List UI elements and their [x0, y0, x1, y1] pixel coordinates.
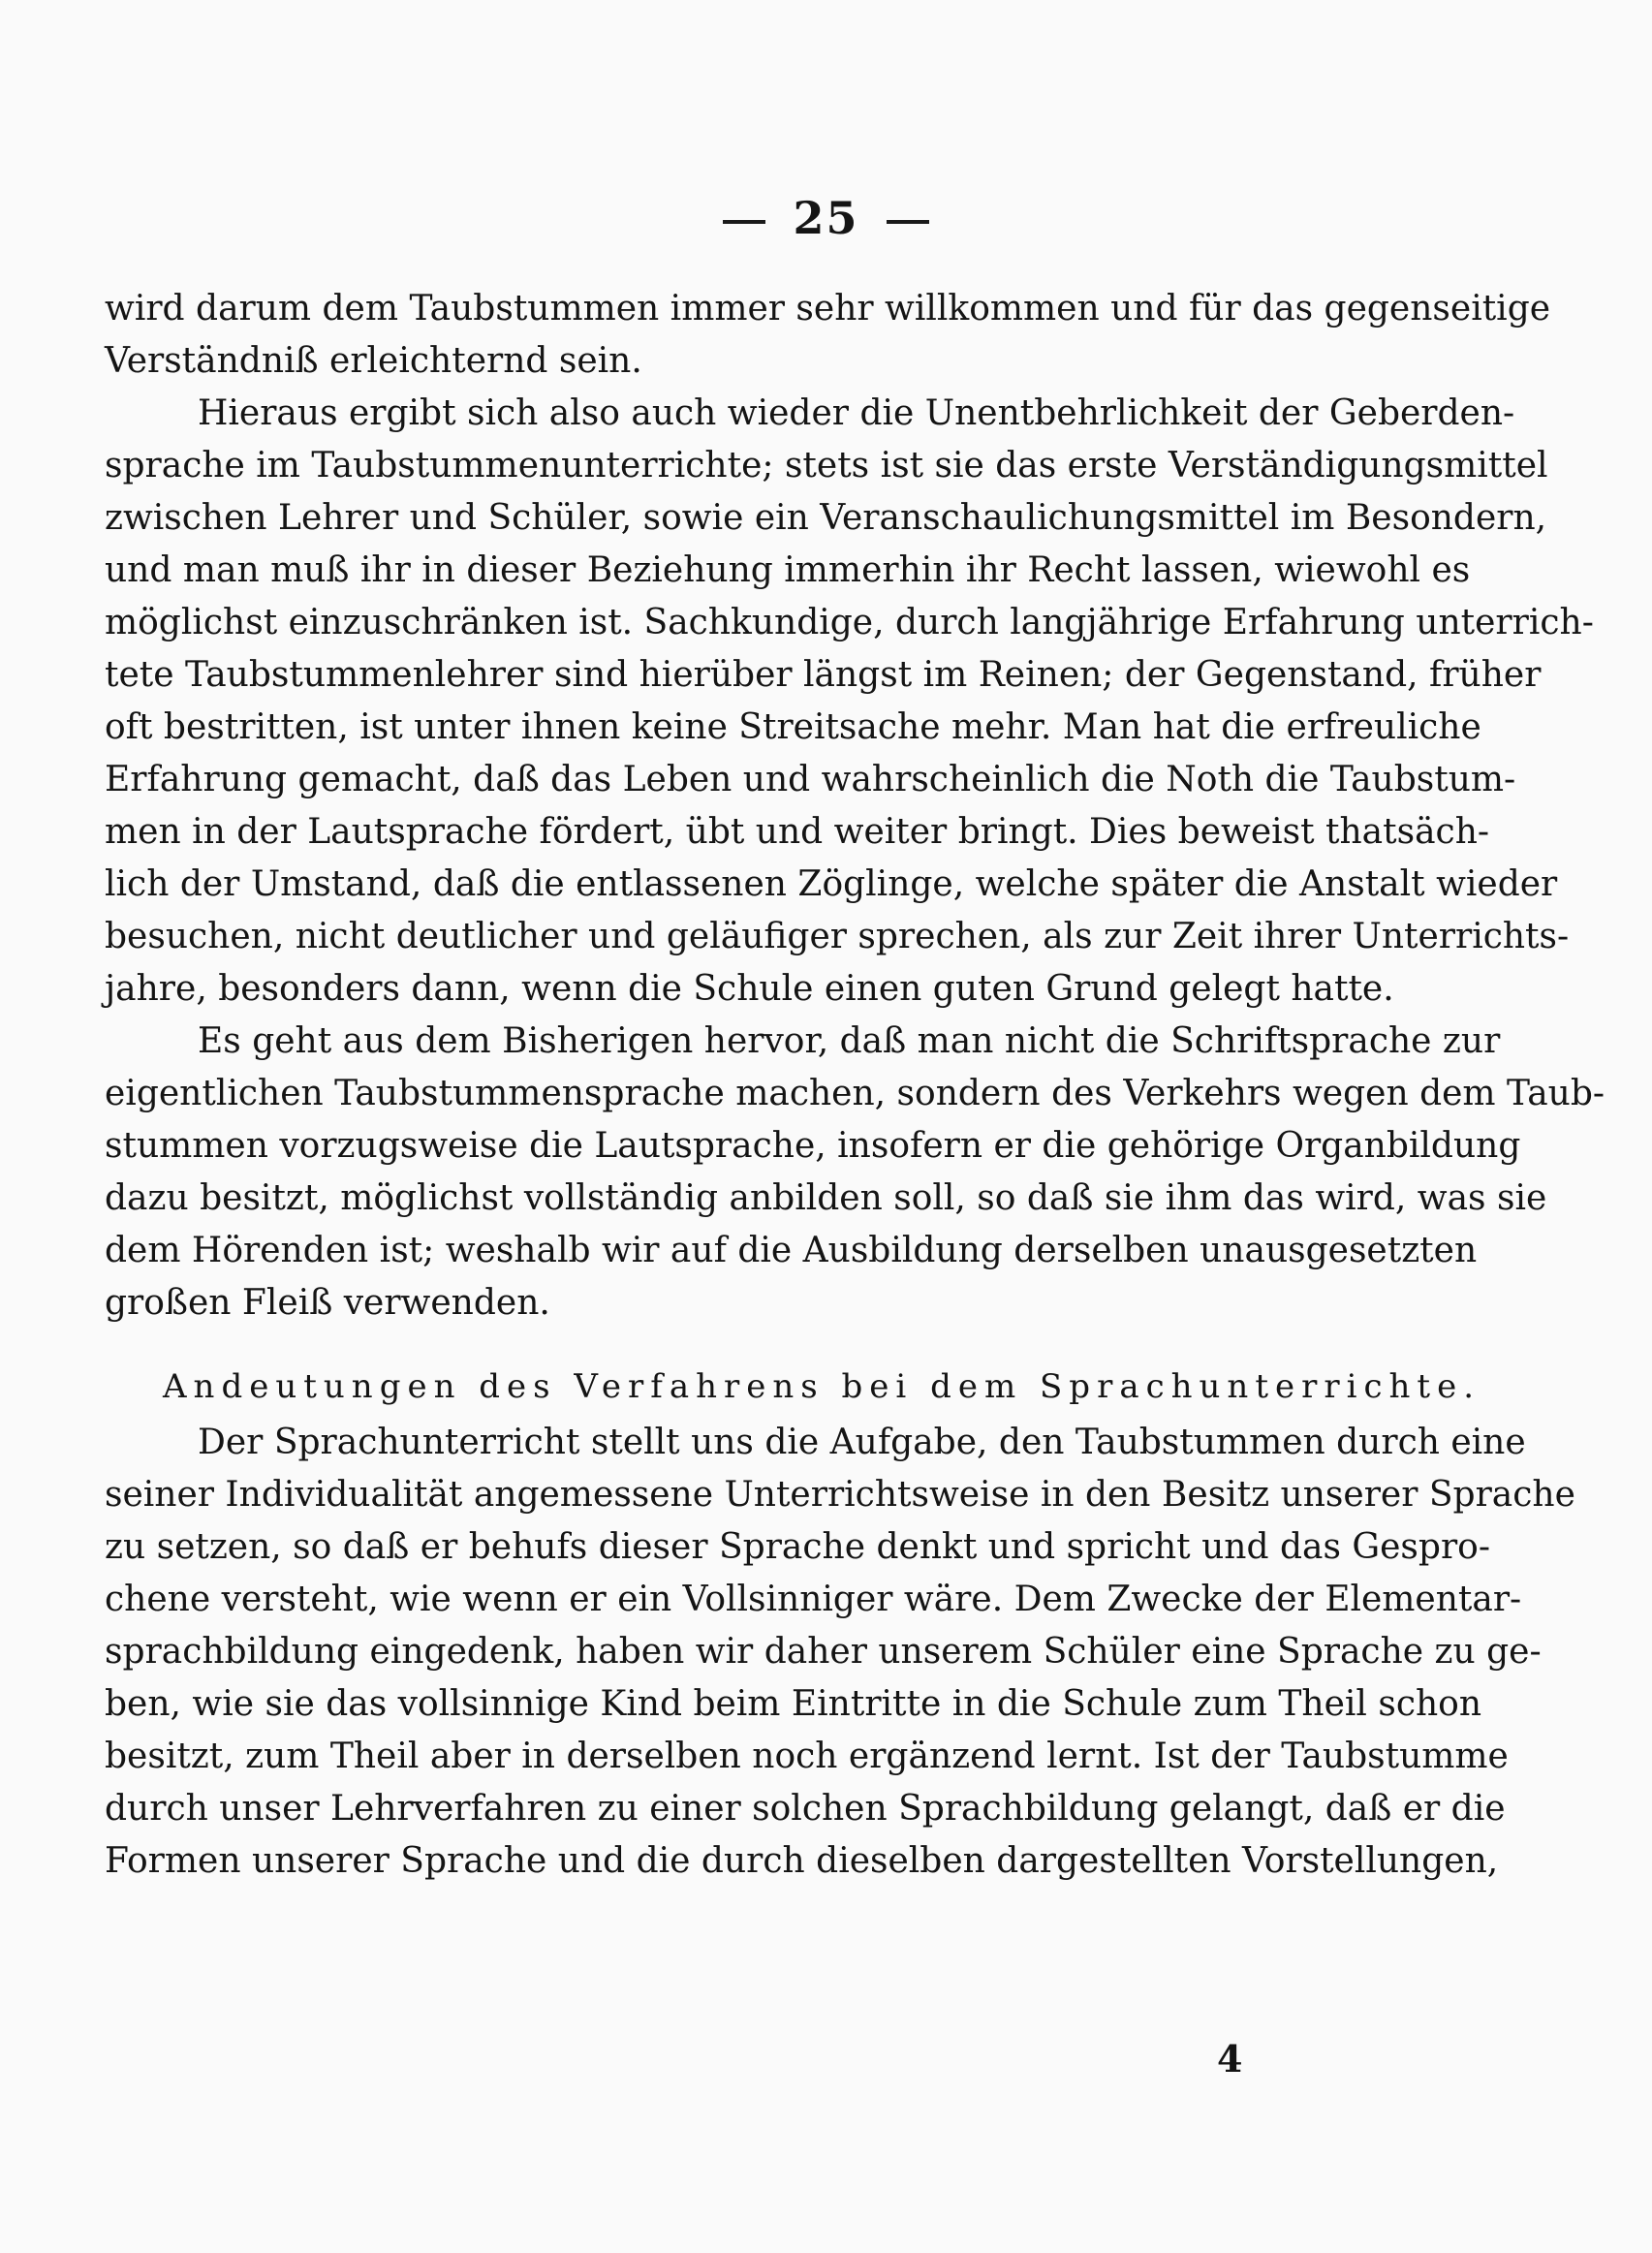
text-line: Verständniß erleichternd sein. [105, 341, 642, 381]
text-line: tete Taubstummenlehrer sind hierüber längst im Reinen; der Gegenstand, früher [105, 655, 1542, 695]
text-line: zu setzen, so daß er behufs dieser Sprache denkt und spricht und das Gespro- [105, 1527, 1490, 1567]
text-line: Formen unserer Sprache und die durch dieselben dargestellten Vorstellungen, [105, 1841, 1499, 1881]
text-line: dazu besitzt, möglichst vollständig anbilden soll, so daß sie ihm das wird, was sie [105, 1178, 1547, 1218]
text-line: jahre, besonders dann, wenn die Schule einen guten Grund gelegt hatte. [105, 969, 1394, 1009]
text-line: Es geht aus dem Bisherigen hervor, daß man nicht die Schriftsprache zur [198, 1021, 1501, 1061]
text-line: möglichst einzuschränken ist. Sachkundige, durch langjährige Erfahrung unterrich- [105, 603, 1594, 642]
text-line: Der Sprachunterricht stellt uns die Aufgabe, den Taubstummen durch eine [198, 1423, 1526, 1462]
text-line: men in der Lautsprache fördert, übt und weiter bringt. Dies beweist thatsäch- [105, 812, 1490, 852]
text-line: Hieraus ergibt sich also auch wieder die Unentbehrlichkeit der Geberden- [198, 393, 1515, 433]
section-heading: Andeutungen des Verfahrens bei dem Sprachunterrichte. [163, 1367, 1481, 1406]
text-line: großen Fleiß verwenden. [105, 1283, 550, 1323]
text-line: besuchen, nicht deutlicher und geläufiger sprechen, als zur Zeit ihrer Unterrichts- [105, 917, 1570, 956]
text-line: und man muß ihr in dieser Beziehung immerhin ihr Recht lassen, wiewohl es [105, 550, 1471, 590]
page-number-header [0, 192, 1652, 244]
dash-right [887, 220, 929, 224]
text-line: oft bestritten, ist unter ihnen keine Streitsache mehr. Man hat die erfreuliche [105, 707, 1481, 747]
text-line: stummen vorzugsweise die Lautsprache, insofern er die gehörige Organbildung [105, 1126, 1521, 1166]
page-number: 25 [793, 192, 859, 244]
body-text [105, 283, 1605, 1888]
text-line: sprachbildung eingedenk, haben wir daher unserem Schüler eine Sprache zu ge- [105, 1632, 1542, 1672]
dash-left [723, 220, 765, 224]
text-line: lich der Umstand, daß die entlassenen Zöglinge, welche später die Anstalt wieder [105, 864, 1558, 904]
text-line: ben, wie sie das vollsinnige Kind beim Eintritte in die Schule zum Theil schon [105, 1684, 1482, 1724]
text-line: seiner Individualität angemessene Unterrichtsweise in den Besitz unserer Sprache [105, 1475, 1575, 1515]
text-line: eigentlichen Taubstummensprache machen, sondern des Verkehrs wegen dem Taub- [105, 1074, 1605, 1113]
text-line: chene versteht, wie wenn er ein Vollsinniger wäre. Dem Zwecke der Elementar- [105, 1580, 1522, 1619]
text-line: durch unser Lehrverfahren zu einer solchen Sprachbildung gelangt, daß er die [105, 1789, 1506, 1829]
text-line: besitzt, zum Theil aber in derselben noch ergänzend lernt. Ist der Taubstumme [105, 1737, 1509, 1776]
text-line: zwischen Lehrer und Schüler, sowie ein Veranschaulichungsmittel im Besondern, [105, 498, 1547, 538]
text-line: dem Hörenden ist; weshalb wir auf die Ausbildung derselben unausgesetzten [105, 1231, 1478, 1270]
text-line: wird darum dem Taubstummen immer sehr willkommen und für das gegenseitige [105, 289, 1551, 329]
section-gap [105, 1330, 1449, 1357]
text-line: sprache im Taubstummenunterrichte; stets ist sie das erste Verständigungsmittel [105, 446, 1548, 485]
signature-mark: 4 [1217, 2037, 1243, 2081]
text-line: Erfahrung gemacht, daß das Leben und wahrscheinlich die Noth die Taubstum- [105, 760, 1516, 799]
